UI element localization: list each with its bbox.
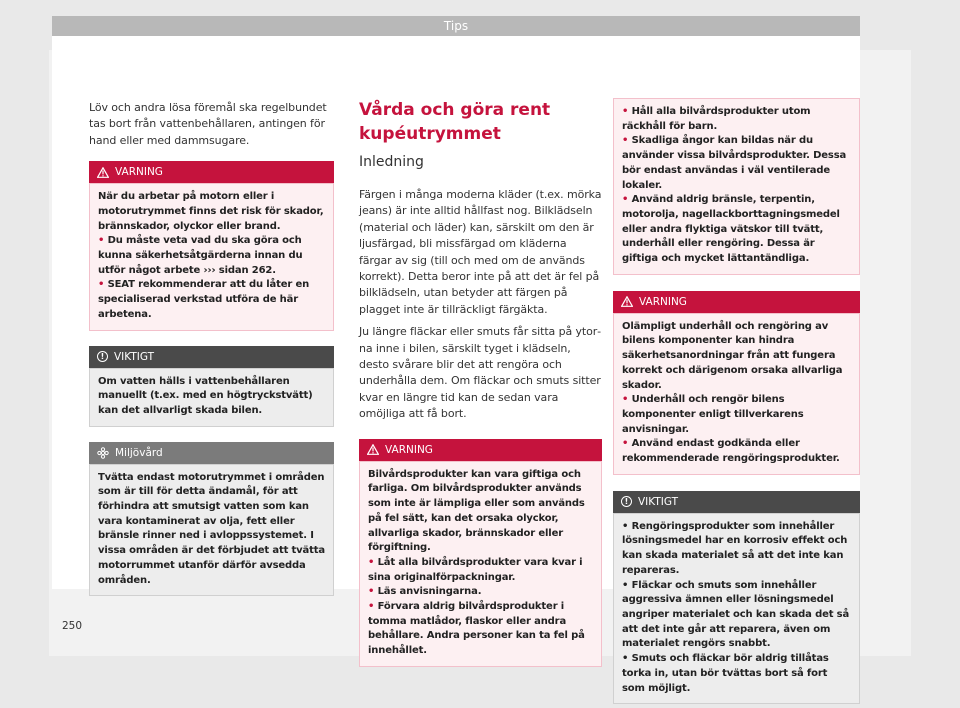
warning-bullet: • Håll alla bilvårdsprodukter utom räckhåll för barn.	[622, 106, 811, 132]
warning-box-continued	[613, 98, 860, 275]
environment-body: Tvätta endast motorutrymmet i områden som är till för detta ändamål, för att förhindra att smutsigt vatten som kan vara kontaminerat av olja, fett eller bränsle rinner ned i avloppssystemet. I vissa områden är det förbjudet att tvätta motorrummet utanför därför avsedda områden.	[89, 464, 334, 597]
bullet-icon: •	[368, 601, 378, 613]
warning-bullet: • Läs anvisningarna.	[368, 586, 482, 598]
bullet-icon: •	[622, 653, 632, 665]
warning-title: VARNING	[115, 166, 163, 179]
warning-header	[89, 161, 334, 183]
bullet-icon: •	[622, 520, 632, 532]
environment-title: Miljövård	[115, 446, 163, 459]
notice-header	[89, 346, 334, 368]
page-title: Vårda och göra rent kupéutrymmet	[359, 100, 551, 144]
bullet-icon: •	[368, 586, 378, 598]
intro-text: Löv och andra lösa föremål ska regelbundet tas bort från vattenbehållaren, antingen för hand eller med dammsugare.	[89, 101, 327, 147]
notice-body: Om vatten hälls i vattenbehållaren manuellt (t.ex. med en högtryckstvätt) kan det allvarligt skada bilen.	[89, 368, 334, 427]
warning-triangle-icon	[97, 167, 109, 178]
warning-title: VARNING	[639, 295, 687, 308]
column-right	[613, 98, 860, 704]
page-number: 250	[62, 620, 83, 632]
notice-bullet: • Smuts och fläckar bör aldrig tillåtas torka in, utan bör tvättas bort så fort som möjligt.	[622, 653, 829, 694]
warning-lead: När du arbetar på motorn eller i motorutrymmet finns det risk för skador, brännskador, olyckor eller brand.	[98, 191, 324, 232]
notice-title: VIKTIGT	[638, 495, 679, 508]
bullet-icon: •	[622, 579, 632, 591]
warning-bullet: • Använd endast godkända eller rekommenderade rengöringsprodukter.	[622, 438, 840, 465]
column-middle	[359, 98, 602, 667]
info-circle-icon: !	[621, 496, 632, 507]
page-ref-link[interactable]: sidan 262.	[215, 264, 276, 276]
bullet-icon: •	[368, 556, 378, 568]
warning-box-products	[359, 439, 602, 667]
warning-bullet: • Använd aldrig bränsle, terpentin, motorolja, nagellackborttagningsmedel eller andra flyktiga vätskor till tvätt, underhåll eller rengöring. Dessa är giftiga och mycket lättantändliga.	[622, 194, 840, 265]
bullet-icon: •	[98, 279, 108, 291]
warning-bullet: • Skadliga ångor kan bildas när du använder vissa bilvårdsprodukter. Dessa bör endast användas i väl ventilerade lokaler.	[622, 135, 847, 191]
notice-header	[613, 491, 860, 513]
notice-box-cleaning	[613, 491, 860, 704]
column-left	[89, 100, 334, 596]
bullet-icon: •	[622, 106, 632, 117]
warning-bullet: • Låt alla bilvårdsprodukter vara kvar i sina originalförpackningar.	[368, 556, 583, 583]
section-subtitle: Inledning	[359, 154, 424, 170]
warning-body: Bilvårdsprodukter kan vara giftiga och farliga. Om bilvårdsprodukter används som inte är lämpliga eller som används på fel sätt, kan det orsaka olyckor, allvarliga skador, brännskador eller förgiftning. • Låt alla bilvårdsprodukter vara kvar i sina originalförpackningar. • Läs anvisningarna. • Förvara aldrig bilvårdsprodukter i tomma matlådor, flaskor eller andra behållare. Andra personer kan ta fel på innehållet.	[359, 461, 602, 667]
warning-bullet: • Förvara aldrig bilvårdsprodukter i tomma matlådor, flaskor eller andra behållare. Andra personer kan ta fel på innehållet.	[368, 601, 585, 657]
bullet-icon: •	[622, 394, 632, 406]
bullet-icon: •	[622, 135, 632, 147]
section-header: Tips	[52, 16, 860, 36]
warning-header	[613, 291, 860, 313]
notice-bullet: • Rengöringsprodukter som innehåller lösningsmedel har en korrosiv effekt och kan skada materialet så att det inte kan repareras.	[622, 520, 848, 576]
warning-title: VARNING	[385, 443, 433, 456]
page-ref-link-arrow[interactable]: ›››	[203, 264, 216, 276]
warning-body: Olämpligt underhåll och rengöring av bilens komponenter kan hindra säkerhetsanordningar från att fungera korrekt och därigenom orsaka allvarliga skador. • Underhåll och rengör bilens komponenter enligt tillverkarens anvisningar. • Använd endast godkända eller rekommenderade rengöringsprodukter.	[613, 313, 860, 475]
notice-body	[613, 513, 860, 704]
warning-box-maintenance	[613, 291, 860, 475]
warning-body	[89, 183, 334, 330]
warning-bullet: • Du måste veta vad du ska göra och kunna säkerhetsåtgärderna innan du utför något arbete ››› sidan 262.	[98, 235, 303, 276]
notice-title: VIKTIGT	[114, 350, 155, 363]
bullet-icon: •	[98, 235, 108, 247]
warning-header	[359, 439, 602, 461]
paragraph: Ju längre fläckar eller smuts får sitta på ytorna inne i bilen, särskilt tyget i klädseln, desto svårare blir det att rengöra och underhålla dem. Om fläckar och smuts sitter kvar en längre tid kan de sedan vara omöjliga att få bort.	[359, 325, 602, 421]
warning-box-engine	[89, 161, 334, 330]
environment-box	[89, 442, 334, 597]
info-circle-icon: !	[97, 351, 108, 362]
warning-body	[613, 98, 860, 275]
environment-header	[89, 442, 334, 464]
bullet-icon: •	[622, 438, 632, 450]
warning-bullet: • Underhåll och rengör bilens komponenter enligt tillverkarens anvisningar.	[622, 394, 804, 435]
paragraph: Färgen i många moderna kläder (t.ex. mörka jeans) är inte alltid hållfast nog. Bilklädseln (material och läder) kan, särskilt om den är ljusfärgad, bli missfärgad om kläderna färgar av sig (till och med om de används korrekt). Detta beror inte på att det är fel på bilklädseln, utan betyder att färgen på plagget inte är tillräckligt färgäkta.	[359, 188, 602, 316]
warning-triangle-icon	[367, 444, 379, 455]
notice-box-water	[89, 346, 334, 427]
warning-bullet: • SEAT rekommenderar att du låter en specialiserad verkstad utföra de här arbetena.	[98, 279, 310, 320]
warning-triangle-icon	[621, 296, 633, 307]
bullet-icon: •	[622, 194, 632, 206]
environment-flower-icon	[97, 447, 109, 459]
notice-bullet: • Fläckar och smuts som innehåller aggressiva ämnen eller lösningsmedel angriper materialet och kan skada det så att det inte går att reparera, även om materialet rengörs snabbt.	[622, 579, 850, 650]
